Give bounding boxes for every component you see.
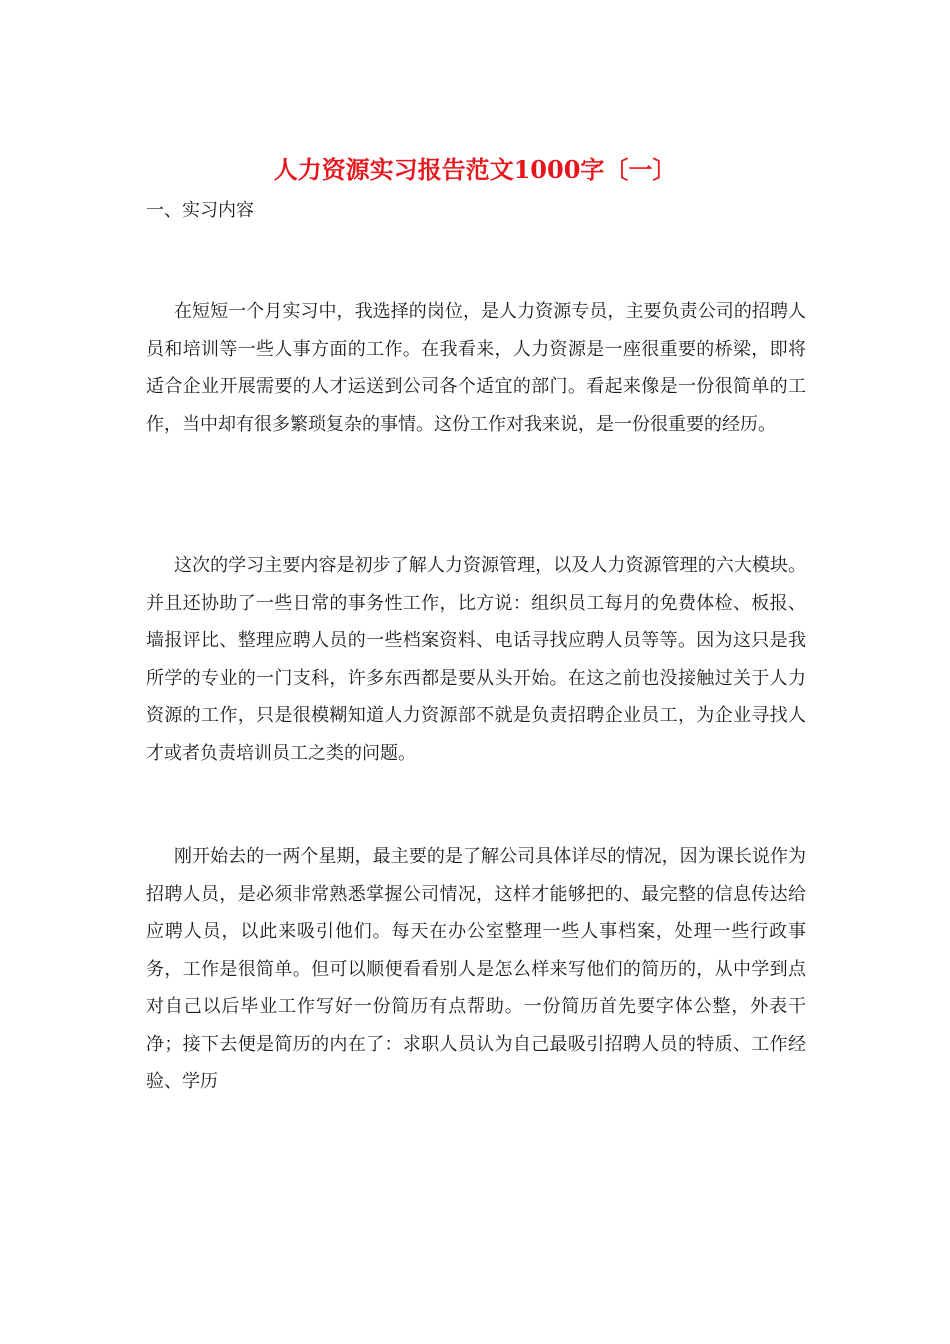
paragraph-3: 刚开始去的一两个星期，最主要的是了解公司具体详尽的情况，因为课长说作为招聘人员，是必须非常熟悉掌握公司情况，这样才能够把的、最完整的信息传达给应聘人员，以此来吸引他们。每天在办公室整理一些人事档案，处理一些行政事务，工作是很简单。但可以顺便看看别人是怎么样来写他们的简历的，从中学到点对自己以后毕业工作写好一份简历有点帮助。一份简历首先要字体公整，外表干净；接下去便是简历的内在了：求职人员认为自己最吸引招聘人员的特质、工作经验、学历 bbox=[146, 846, 806, 1092]
paragraph-1: 在短短一个月实习中，我选择的岗位，是人力资源专员，主要负责公司的招聘人员和培训等一些人事方面的工作。在我看来，人力资源是一座很重要的桥梁，即将适合企业开展需要的人才运送到公司各个适宜的部门。看起来像是一份很简单的工作，当中却有很多繁琐复杂的事情。这份工作对我来说，是一份很重要的经历。 bbox=[146, 301, 806, 435]
paragraph-2: 这次的学习主要内容是初步了解人力资源管理，以及人力资源管理的六大模块。并且还协助了一些日常的事务性工作，比方说：组织员工每月的免费体检、板报、墙报评比、整理应聘人员的一些档案资料、电话寻找应聘人员等等。因为这只是我所学的专业的一门支科，许多东西都是要从头开始。在这之前也没接触过关于人力资源的工作，只是很模糊知道人力资源部不就是负责招聘企业员工，为企业寻找人才或者负责培训员工之类的问题。 bbox=[146, 555, 806, 764]
section-heading: 一、实习内容 bbox=[146, 200, 254, 221]
document-title: 人力资源实习报告范文1000字〔一〕 bbox=[273, 155, 677, 184]
